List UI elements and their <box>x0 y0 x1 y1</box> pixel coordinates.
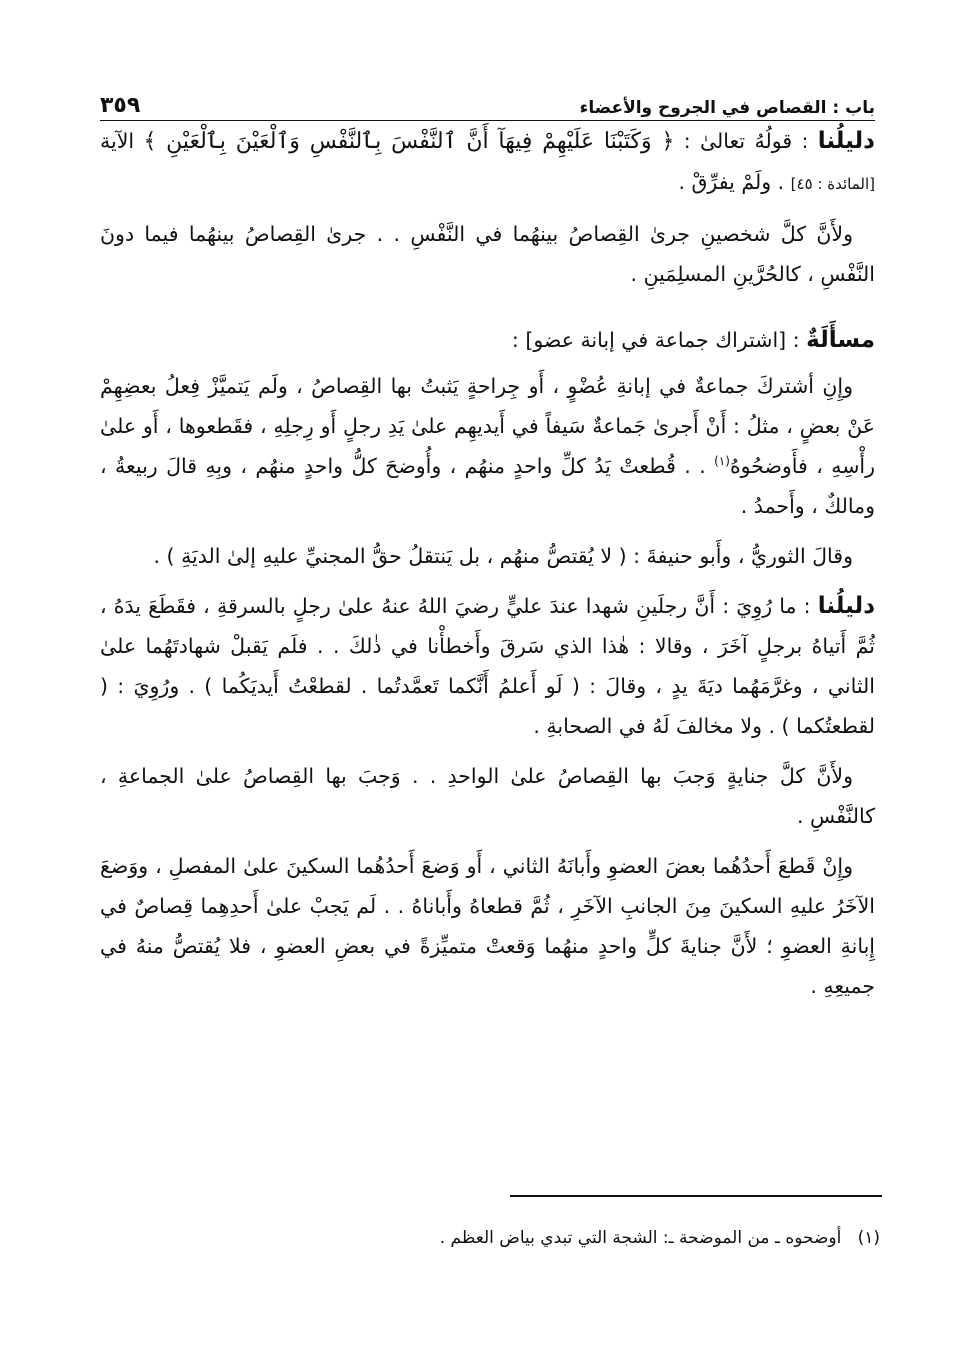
paragraph-analogy-1: ولأَنَّ كلَّ شخصينِ جرىٰ القِصاصُ بينهُما في النَّفْسِ . . جرىٰ القِصاصُ بينهُما فيما دونَ النَّفْسِ ، كالحُرَّينِ المسلِمَينِ . <box>100 222 875 286</box>
paragraph-text: . ولَمْ يفرِّقْ . <box>678 170 791 194</box>
paragraph-opposing-view: وقالَ الثوريُّ ، وأَبو حنيفةَ : ( لا يُقتصُّ منهُم ، بل يَنتقلُ حقُّ المجنيِّ عليهِ إلىٰ الديَةِ ) . <box>153 544 853 568</box>
paragraph-lead: دليلُنا <box>817 593 875 619</box>
paragraph-evidence-1 <box>100 121 875 204</box>
paragraph-text: : قولُهُ تعالىٰ : <box>674 129 818 153</box>
paragraph-text: . . قُطعتْ يَدُ كلِّ واحدٍ منهُم ، وأُوضحَ كلُّ واحدٍ منهُم ، وبِهِ قالَ ربيعةُ ، ومالكٌ ، وأَحمدُ . <box>100 454 875 518</box>
masala-label: مسأَلَةٌ <box>806 327 875 353</box>
quran-verse: ﴿ وَكَتَبْنَا عَلَيْهِمْ فِيهَآ أَنَّ ٱلنَّفْسَ بِٱلنَّفْسِ وَٱلْعَيْنَ بِٱلْعَيْنِ ﴾ <box>143 129 675 154</box>
book-page <box>100 80 875 1006</box>
masala-title: : [اشتراك جماعة في إبانة عضو] : <box>511 328 807 352</box>
paragraph-evidence-2 <box>100 586 875 746</box>
paragraph-analogy-2: ولأَنَّ كلَّ جنايةٍ وَجبَ بها القِصاصُ علىٰ الواحدِ . . وَجبَ بها القِصاصُ علىٰ الجماعةِ ، كالنَّفْسِ . <box>100 764 875 828</box>
section-heading <box>100 320 875 360</box>
footnote-rule <box>510 1195 882 1197</box>
paragraph-ruling <box>100 366 875 526</box>
paragraph-text: الآية <box>100 129 144 153</box>
paragraph-text: وإِنِ أشتركَ جماعةٌ في إبانةِ عُضْوٍ ، أَو جِراحةٍ يَثبتُ بها القِصاصُ ، ولَم يَتميَّزْ فِعلُ بعضِهِمْ عَنْ بعضٍ ، مثلُ : أَنْ أَجرىٰ جَماعةٌ سَيفاً في أَيديهِم علىٰ يَدِ رجلٍ أَو رِجلِهِ ، فقَطعوها ، أَو علىٰ رأْسِهِ ، فأَوضحُوهُ <box>100 374 876 478</box>
paragraph-lead: دليلُنا <box>817 128 875 154</box>
page-body <box>100 121 875 1006</box>
paragraph-text: : ما رُوِيَ : أَنَّ رجلَينِ شهدا عندَ عليٍّ رضيَ اللهُ عنهُ علىٰ رجلٍ بالسرقةِ ، فقَطَعَ يدَهُ ، ثُمَّ أَتياهُ برجلٍ آخَرَ ، وقالا : هٰذا الذي سَرقَ وأَخطأْنا في ذٰلكَ . . فلَم يَقبلْ شهادتَهُما علىٰ الثاني ، وغرَّمَهُما ديَةَ يدٍ ، وقالَ : ( لَو أَعلمُ أَنَّكما تَعمَّدتُما . لقطعْتُ أَيديَكُما ) . ورُوِيَ : ( لقطعتُكما ) . ولا مخالفَ لَهُ في الصحابةِ . <box>100 594 875 738</box>
footnote-text: أوضحوه ـ من الموضحة ـ: الشجة التي تبدي بياض العظم . <box>439 1228 842 1248</box>
verse-citation: [المائدة : ٤٥] <box>790 175 875 193</box>
footnote <box>380 1225 880 1251</box>
footnote-number: (١) <box>857 1228 880 1248</box>
page-number: ٣٥٩ <box>100 93 141 118</box>
footnote-marker: (١) <box>714 454 730 469</box>
page-header <box>100 80 875 118</box>
paragraph-exception: وإِنْ قَطعَ أَحدُهُما بعضَ العضوِ وأَبانَهُ الثاني ، أَو وَضعَ أَحدُهُما السكينَ علىٰ المفصلِ ، ووَضعَ الآخَرُ عليهِ السكينَ مِنَ الجانبِ الآخَرِ ، ثُمَّ قطعاهُ وأَباناهُ . . لَم يَجبْ علىٰ أَحدِهِما قِصاصٌ في إِبانةِ العضوِ ؛ لأَنَّ جنايةَ كلٍّ واحدٍ منهُما وَقعتْ متميِّزةً في بعضِ العضوِ ، فلا يُقتصُّ منهُ في جميعِهِ . <box>100 854 875 998</box>
running-title: باب : القصاص في الجروح والأعضاء <box>579 98 875 118</box>
